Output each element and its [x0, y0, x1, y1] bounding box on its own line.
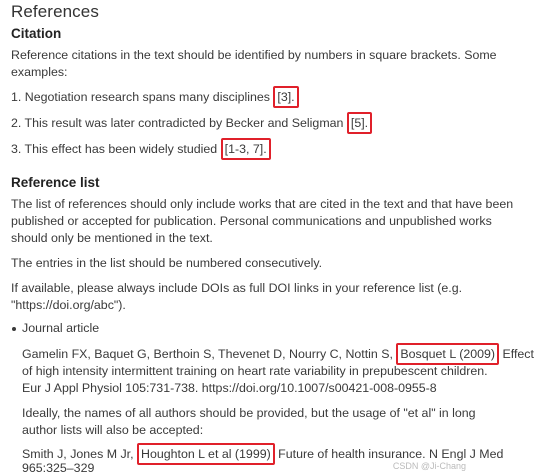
citation-example-1: [11, 89, 299, 105]
reference-para1-line2: published or accepted for publication. Personal communications and unpublished works: [11, 214, 492, 228]
citation-example-3-highlight: [1-3, 7].: [221, 138, 271, 160]
reference-para1-line1: The list of references should only include works that are cited in the text and that have been: [11, 197, 514, 211]
note-line2: author lists will also be accepted:: [22, 423, 204, 437]
article2-line1-highlight: Houghton L et al (1999): [137, 443, 275, 465]
citation-intro-line1: Reference citations in the text should be identified by numbers in square brackets. Some: [11, 48, 497, 62]
article-line3: Eur J Appl Physiol 105:731-738. https://doi.org/10.1007/s00421-008-0955-8: [22, 381, 437, 395]
citation-example-2-text: 2. This result was later contradicted by Becker and Seligman: [11, 116, 347, 130]
bullet-journal-article: Journal article: [22, 321, 100, 335]
watermark: CSDN @Ji-Chang: [392, 461, 466, 471]
citation-example-3-text: 3. This effect has been widely studied: [11, 142, 221, 156]
citation-example-3: [11, 141, 271, 157]
reference-list-heading: Reference list: [11, 175, 100, 190]
article2-line1-authors: Smith J, Jones M Jr,: [22, 447, 137, 461]
reference-para2: The entries in the list should be numbered consecutively.: [11, 256, 323, 270]
citation-intro-line2: examples:: [11, 65, 68, 79]
article-line1: [22, 346, 534, 362]
citation-example-2: [11, 115, 372, 131]
bullet-dot: [12, 327, 16, 331]
reference-para3-line1: If available, please always include DOIs as full DOI links in your reference list (e.g.: [11, 281, 463, 295]
citation-heading: Citation: [11, 26, 62, 41]
article-line1-tail: Effect: [499, 347, 534, 361]
article2-line2: 965:325–329: [22, 461, 95, 475]
note-line1: Ideally, the names of all authors should be provided, but the usage of "et al" in long: [22, 406, 476, 420]
article2-line1-tail: Future of health insurance. N Engl J Med: [274, 447, 504, 461]
reference-para3-line2: "https://doi.org/abc").: [11, 298, 126, 312]
citation-example-2-highlight: [5].: [347, 112, 372, 134]
citation-example-1-text: 1. Negotiation research spans many disciplines: [11, 90, 274, 104]
reference-para1-line3: should only be mentioned in the text.: [11, 231, 213, 245]
citation-example-1-highlight: [3].: [273, 86, 298, 108]
article-line2: of high intensity intermittent training on heart rate variability in prepubescent children.: [22, 364, 488, 378]
article-line1-authors: Gamelin FX, Baquet G, Berthoin S, Thevenet D, Nourry C, Nottin S,: [22, 347, 397, 361]
page-title: References: [11, 2, 99, 21]
article-line1-highlight: Bosquet L (2009): [396, 343, 499, 365]
